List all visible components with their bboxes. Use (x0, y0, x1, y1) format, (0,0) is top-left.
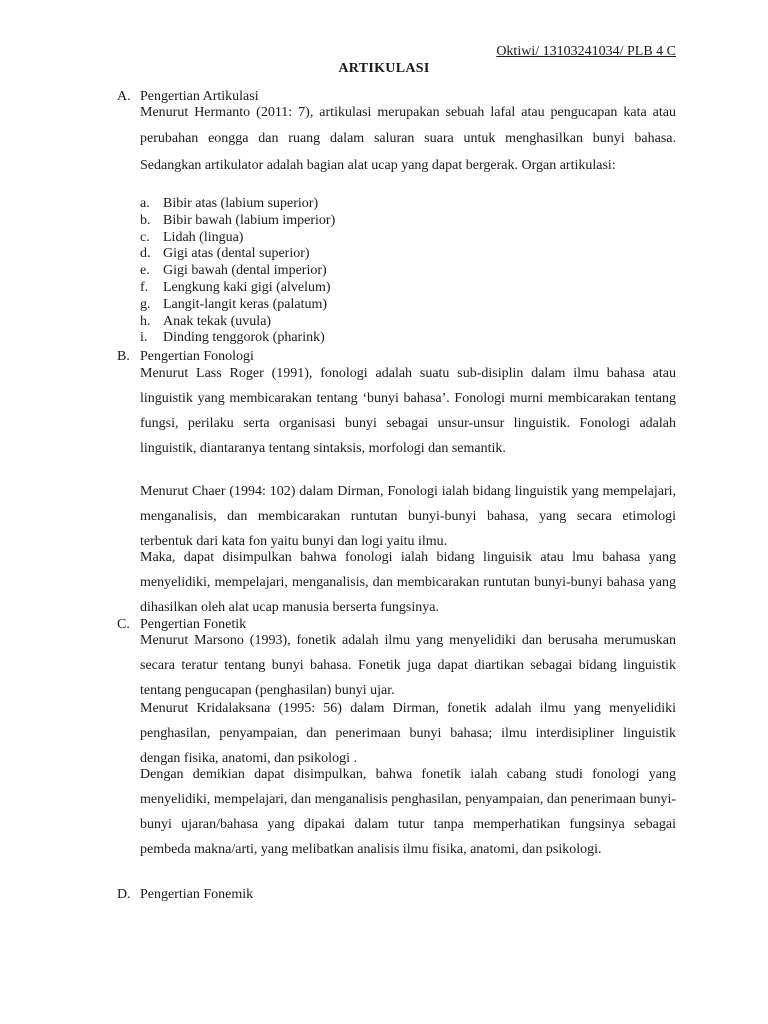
list-item (140, 213, 335, 230)
section-heading-d (117, 886, 253, 903)
list-marker: b. (140, 212, 151, 228)
list-marker: f. (140, 279, 149, 295)
list-item (140, 246, 335, 263)
list-item-text: Dinding tenggorok (pharink) (163, 330, 325, 346)
section-title: Pengertian Fonologi (140, 349, 254, 364)
organ-list (140, 196, 335, 347)
list-item (140, 230, 335, 247)
list-marker: i. (140, 330, 148, 346)
list-item (140, 297, 335, 314)
list-item-text: Langit-langit keras (palatum) (163, 296, 328, 312)
list-item-text: Gigi bawah (dental imperior) (163, 263, 327, 279)
list-item (140, 196, 335, 213)
section-marker: C. (117, 617, 130, 632)
paragraph: Dengan demikian dapat disimpulkan, bahwa fonetik ialah cabang studi fonologi yang menyelidiki, mempelajari, dan menganalisis penghasilan, penyampaian, dan penerimaan bunyi-bunyi ujaran/bahasa yang dipakai dalam tutur tanpa memperhatikan fungsinya sebagai pembeda makna/arti, yang melibatkan analisis ilmu fisika, anatomi, dan psikologi. (140, 767, 676, 857)
list-item-text: Lengkung kaki gigi (alvelum) (163, 279, 331, 295)
author-line: Oktiwi/ 13103241034/ PLB 4 C (496, 44, 676, 59)
list-marker: a. (140, 196, 150, 211)
list-item (140, 314, 335, 331)
list-item-text: Bibir atas (labium superior) (163, 196, 319, 211)
list-item (140, 330, 335, 347)
list-item (140, 263, 335, 280)
paragraph: Menurut Chaer (1994: 102) dalam Dirman, Fonologi ialah bidang linguistik yang mempelajari, menganalisis, dan membicarakan runtutan bunyi-bunyi bahasa, yang secara etimologi terbentuk dari kata fon yaitu bunyi dan logi yaitu ilmu. (140, 484, 676, 549)
section-marker: D. (117, 887, 131, 902)
list-item (140, 280, 335, 297)
list-marker: h. (140, 313, 151, 329)
list-item-text: Lidah (lingua) (163, 229, 244, 245)
paragraph: Menurut Lass Roger (1991), fonologi adalah suatu sub-disiplin dalam ilmu bahasa atau linguistik yang membicarakan tentang ‘bunyi bahasa’. Fonologi murni membicarakan tentang fungsi, perilaku serta organisasi bunyi sebagai unsur-unsur linguistik. Fonologi adalah linguistik, diantaranya tentang sintaksis, morfologi dan semantik. (140, 366, 676, 456)
list-item-text: Anak tekak (uvula) (163, 313, 272, 329)
section-marker: A. (117, 89, 131, 104)
list-marker: g. (140, 296, 151, 312)
paragraph: Menurut Kridalaksana (1995: 56) dalam Dirman, fonetik adalah ilmu yang menyelidiki penghasilan, penyampaian, dan penerimaan bunyi bahasa; ilmu interdisipliner linguistik dengan fisika, anatomi, dan psikologi . (140, 701, 676, 766)
document-title: ARTIKULASI (338, 61, 430, 76)
section-title: Pengertian Fonetik (140, 617, 247, 632)
section-title: Pengertian Artikulasi (140, 89, 259, 104)
paragraph: Menurut Hermanto (2011: 7), artikulasi merupakan sebuah lafal atau pengucapan kata atau perubahan eongga dan ruang dalam saluran suara untuk menghasilkan bunyi bahasa. Sedangkan artikulator adalah bagian alat ucap yang dapat bergerak. Organ artikulasi: (140, 105, 676, 173)
section-title: Pengertian Fonemik (140, 887, 254, 902)
list-marker: c. (140, 229, 150, 245)
list-item-text: Gigi atas (dental superior) (163, 246, 310, 262)
paragraph: Menurut Marsono (1993), fonetik adalah ilmu yang menyelidiki dan berusaha merumuskan secara teratur tentang bunyi bahasa. Fonetik juga dapat diartikan sebagai bidang linguistik tentang pengucapan (penghasilan) bunyi ujar. (140, 633, 676, 698)
list-marker: e. (140, 263, 150, 279)
section-marker: B. (117, 349, 130, 364)
paragraph: Maka, dapat disimpulkan bahwa fonologi ialah bidang linguisik atau lmu bahasa yang menyelidiki, mempelajari, menganalisis, dan membicarakan runtutan bunyi-bunyi bahasa yang dihasilkan oleh alat ucap manusia berserta fungsinya. (140, 550, 676, 615)
list-marker: d. (140, 246, 151, 262)
list-item-text: Bibir bawah (labium imperior) (163, 212, 336, 228)
